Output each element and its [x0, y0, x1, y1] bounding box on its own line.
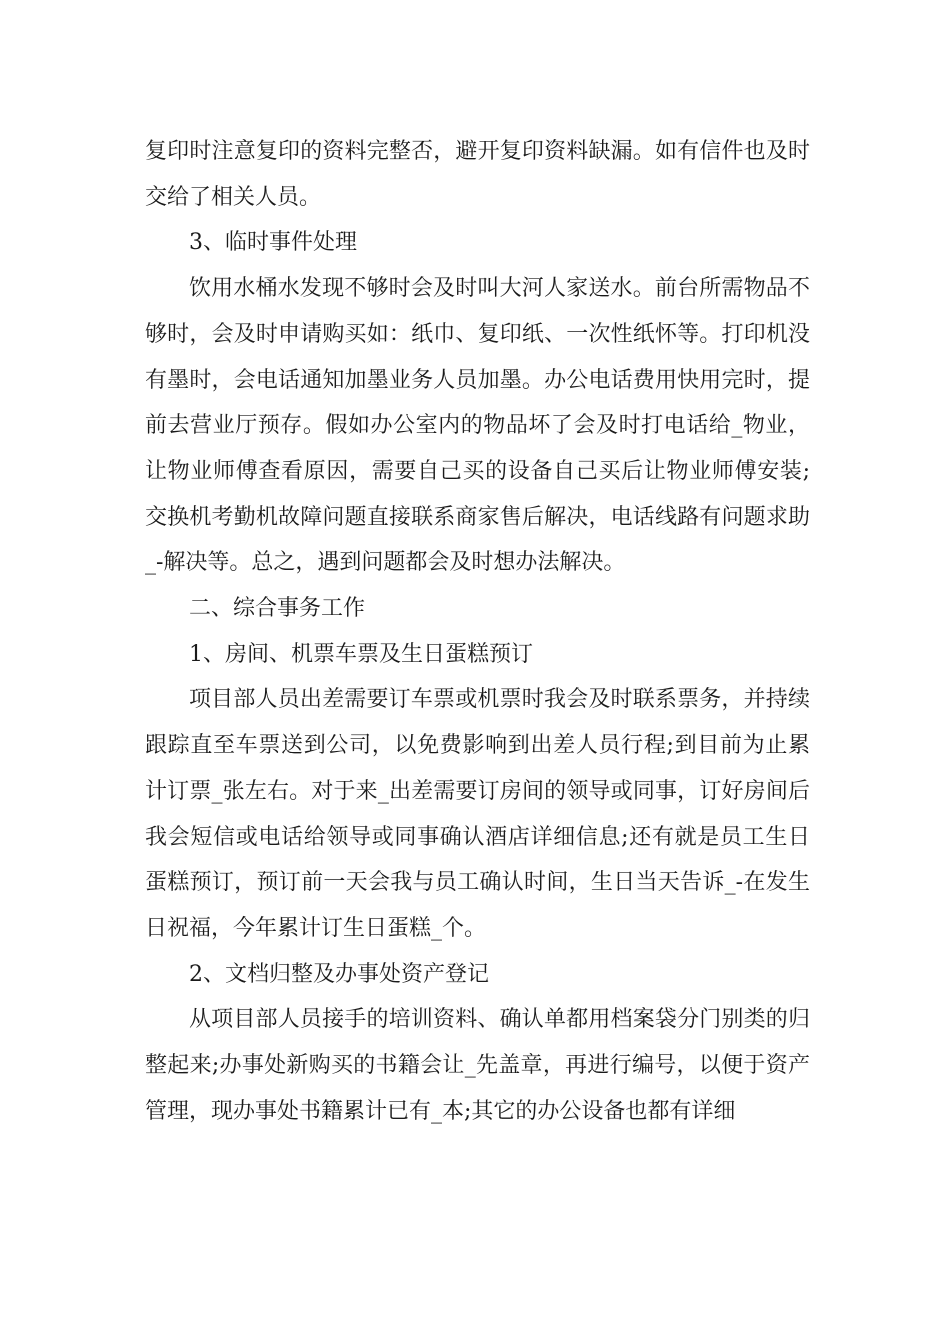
section-heading-temporary-events: 3、临时事件处理 — [189, 230, 357, 256]
paragraph-temporary-events: 饮用水桶水发现不够时会及时叫大河人家送水。前台所需物品不够时，会及时申请购买如：纸巾、复印纸、一次性纸怀等。打印机没有墨时，会电话通知加墨业务人员加墨。办公电话费用快用完时，提前去营业厅预存。假如办公室内的物品坏了会及时打电话给_物业，让物业师傅查看原因，需要自己买的设备自己买后让物业师傅安装;交换机考勤机故障问题直接联系商家售后解决，电话线路有问题求助_-解决等。总之，遇到问题都会及时想办法解决。 — [145, 276, 810, 576]
section-heading-documents-assets: 2、文档归整及办事处资产登记 — [189, 961, 489, 987]
paragraph-continuation: 复印时注意复印的资料完整否，避开复印资料缺漏。如有信件也及时交给了相关人员。 — [145, 139, 810, 210]
section-heading-general-affairs: 二、综合事务工作 — [189, 596, 366, 622]
document-body — [145, 129, 810, 1134]
paragraph-documents-assets: 从项目部人员接手的培训资料、确认单都用档案袋分门别类的归整起来;办事处新购买的书籍会让_先盖章，再进行编号，以便于资产管理，现办事处书籍累计已有_本;其它的办公设备也都有详细 — [145, 1007, 810, 1124]
paragraph-bookings: 项目部人员出差需要订车票或机票时我会及时联系票务，并持续跟踪直至车票送到公司，以免费影响到出差人员行程;到目前为止累计订票_张左右。对于来_出差需要订房间的领导或同事，订好房间后我会短信或电话给领导或同事确认酒店详细信息;还有就是员工生日蛋糕预订，预订前一天会我与员工确认时间，生日当天告诉_-在发生日祝福，今年累计订生日蛋糕_个。 — [145, 687, 810, 941]
section-heading-bookings: 1、房间、机票车票及生日蛋糕预订 — [189, 641, 533, 667]
